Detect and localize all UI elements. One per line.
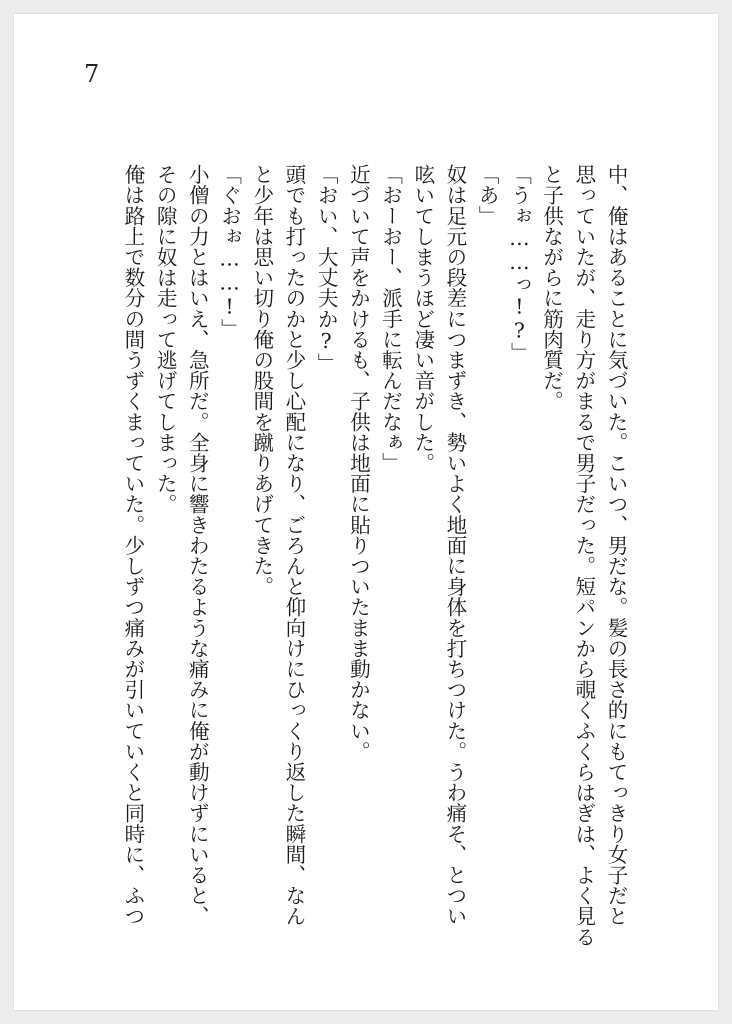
vertical-text-body [120,164,632,964]
text-line: その隙に奴は走って逃げてしまった。 [153,164,178,515]
text-line: 「ぐおぉ……!」 [217,164,242,339]
text-line: 俺は路上で数分の間うずくまっていた。少しずつ痛みが引いていくと同時に、ふつ [120,164,145,927]
text-line: と子供ながらに筋肉質だ。 [539,164,564,412]
text-line: 呟いてしまうほど凄い音がした。 [410,164,435,473]
text-line: 「うぉ……っ!?」 [507,164,532,363]
page-number: 7 [84,60,100,88]
text-line: 小僧の力とはいえ、急所だ。全身に響きわたるような痛みに俺が動けずにいると、 [185,164,210,927]
text-line: 思っていたが、走り方がまるで男子だった。短パンから覗くふくらはぎは、よく見る [571,164,596,947]
text-line: 中、俺はあることに気づいた。こいつ、男だな。髪の長さ的にもてっきり女子だと [604,164,628,927]
text-line: 「おーおー、派手に転んだなぁ」 [378,164,403,473]
text-line: 頭でも打ったのかと少し心配になり、ごろんと仰向けにひっくり返した瞬間、なん [281,164,306,927]
text-line: 「おい、大丈夫か?」 [314,164,339,374]
text-line: と少年は思い切り俺の股間を蹴りあげてきた。 [249,164,274,597]
text-line: 近づいて声をかけるも、子供は地面に貼りついたまま動かない。 [346,164,371,762]
text-line: 奴は足元の段差につまずき、勢いよく地面に身体を打ちつけた。うわ痛そ、とつい [442,164,467,927]
book-page [14,14,718,1010]
text-line: 「あ」 [475,164,500,226]
